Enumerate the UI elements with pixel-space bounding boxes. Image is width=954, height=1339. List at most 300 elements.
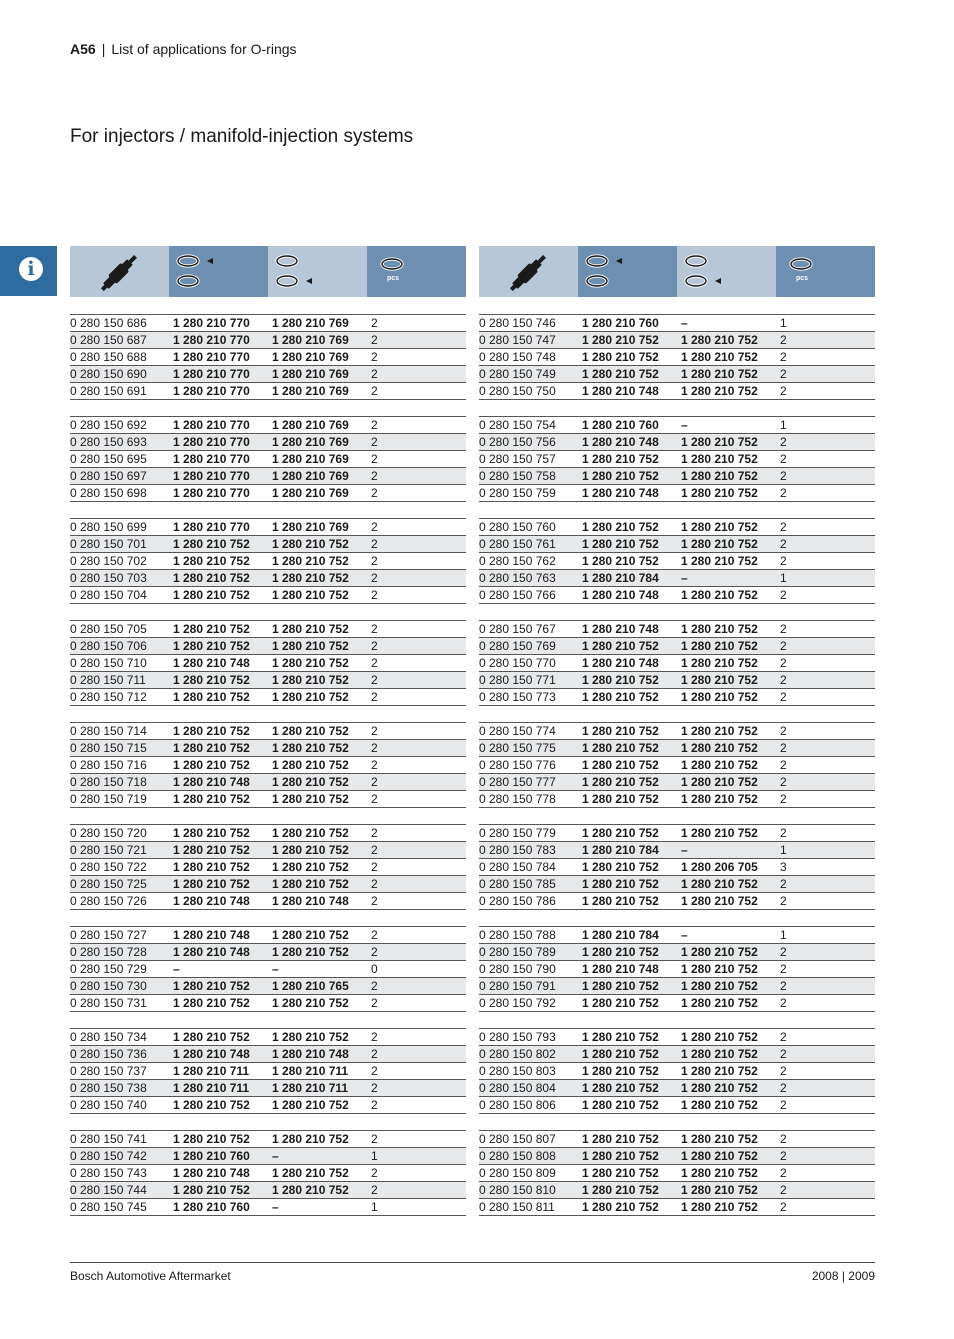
lower-o-ring-number: 1 280 210 752 [272,656,349,670]
injector-part-number: 0 280 150 731 [70,996,147,1010]
piece-count: 2 [371,384,378,398]
piece-count: 2 [371,639,378,653]
injector-part-number: 0 280 150 778 [479,792,556,806]
header-separator: | [101,41,106,57]
lower-o-ring-number: 1 280 210 752 [681,1166,758,1180]
piece-count: 2 [780,945,787,959]
upper-o-ring-number: 1 280 210 748 [173,656,250,670]
info-tab[interactable] [0,246,57,296]
row-group [479,416,875,502]
injector-part-number: 0 280 150 730 [70,979,147,993]
table-row [70,1131,466,1148]
upper-o-ring-number: 1 280 210 752 [582,1183,659,1197]
injector-part-number: 0 280 150 697 [70,469,147,483]
table-row [479,1182,875,1199]
injector-part-number: 0 280 150 792 [479,996,556,1010]
injector-part-number: 0 280 150 698 [70,486,147,500]
piece-count: 2 [371,333,378,347]
piece-count: 2 [780,962,787,976]
upper-o-ring-number: 1 280 210 770 [173,384,250,398]
upper-o-ring-number: 1 280 210 752 [173,588,250,602]
piece-count: 2 [780,435,787,449]
table-row [70,672,466,689]
piece-count: 2 [780,520,787,534]
injector-part-number: 0 280 150 758 [479,469,556,483]
upper-o-ring-number: 1 280 210 752 [582,520,659,534]
piece-count: 2 [780,894,787,908]
lower-o-ring-number: 1 280 210 752 [681,962,758,976]
upper-o-ring-number: 1 280 210 748 [173,894,250,908]
row-group [70,518,466,604]
injector-part-number: 0 280 150 756 [479,435,556,449]
lower-o-ring-number: 1 280 210 752 [681,758,758,772]
upper-o-ring-number: 1 280 210 748 [582,384,659,398]
row-group [70,314,466,400]
upper-o-ring-number: 1 280 210 760 [173,1149,250,1163]
lower-o-ring-number: 1 280 206 705 [681,860,758,874]
lower-o-ring-number: 1 280 210 752 [681,996,758,1010]
injector-part-number: 0 280 150 741 [70,1132,147,1146]
piece-count: 2 [371,928,378,942]
o-ring-pair-lower-icon [268,246,367,297]
table-row [479,519,875,536]
piece-count: 2 [780,979,787,993]
injector-part-number: 0 280 150 811 [479,1200,555,1214]
upper-o-ring-number: 1 280 210 748 [173,1047,250,1061]
upper-o-ring-number: 1 280 210 760 [582,418,659,432]
lower-o-ring-number: 1 280 210 752 [272,639,349,653]
injector-part-number: 0 280 150 701 [70,537,147,551]
lower-o-ring-number: 1 280 210 752 [272,843,349,857]
injector-part-number: 0 280 150 704 [70,588,147,602]
upper-o-ring-number: 1 280 210 752 [582,1030,659,1044]
o-ring-pair-upper-icon [169,246,268,297]
lower-o-ring-number: 1 280 210 752 [272,1183,349,1197]
table-row [479,332,875,349]
upper-o-ring-number: 1 280 210 752 [173,622,250,636]
piece-count: 2 [371,826,378,840]
lower-o-ring-number: 1 280 210 752 [681,469,758,483]
lower-o-ring-number: 1 280 210 752 [681,588,758,602]
table-row [70,1097,466,1114]
footer-divider [70,1262,875,1263]
upper-o-ring-number: 1 280 210 752 [582,469,659,483]
lower-o-ring-number: 1 280 210 752 [272,928,349,942]
lower-o-ring-number: 1 280 210 752 [681,979,758,993]
table-row [70,383,466,400]
upper-o-ring-number: 1 280 210 752 [173,843,250,857]
upper-o-ring-number: 1 280 210 770 [173,486,250,500]
table-row [70,791,466,808]
table-row [479,791,875,808]
table-row [70,927,466,944]
table-row [70,1148,466,1165]
lower-o-ring-number: 1 280 210 752 [272,877,349,891]
upper-o-ring-number: 1 280 210 752 [582,775,659,789]
upper-o-ring-number: 1 280 210 752 [582,333,659,347]
upper-o-ring-number: 1 280 210 752 [582,1098,659,1112]
running-head [70,41,297,57]
piece-count: 1 [780,316,787,330]
injector-part-number: 0 280 150 742 [70,1149,147,1163]
piece-count: 2 [780,690,787,704]
injector-icon [70,246,169,297]
lower-o-ring-number: 1 280 210 752 [681,1149,758,1163]
piece-count: 2 [371,860,378,874]
injector-part-number: 0 280 150 720 [70,826,147,840]
lower-o-ring-number: – [272,962,279,976]
footer-years: 2008 | 2009 [811,1269,875,1283]
lower-o-ring-number: 1 280 210 752 [681,690,758,704]
table-row [70,944,466,961]
upper-o-ring-number: 1 280 210 752 [173,979,250,993]
lower-o-ring-number: 1 280 210 752 [681,350,758,364]
table-row [479,893,875,910]
table-row [70,332,466,349]
lower-o-ring-number: – [681,928,688,942]
upper-o-ring-number: 1 280 210 748 [173,945,250,959]
piece-count: 2 [780,1132,787,1146]
piece-count: 2 [780,622,787,636]
upper-o-ring-number: 1 280 210 752 [582,1047,659,1061]
injector-part-number: 0 280 150 777 [479,775,556,789]
piece-count: 2 [371,350,378,364]
piece-count: 2 [780,486,787,500]
table-row [70,1046,466,1063]
upper-o-ring-number: 1 280 210 760 [582,316,659,330]
upper-o-ring-number: 1 280 210 752 [582,537,659,551]
table-row [479,655,875,672]
table-row [70,655,466,672]
injector-part-number: 0 280 150 743 [70,1166,147,1180]
injector-part-number: 0 280 150 759 [479,486,556,500]
injector-part-number: 0 280 150 690 [70,367,147,381]
section-title: List of applications for O-rings [111,41,297,57]
info-icon: i [19,257,43,281]
injector-part-number: 0 280 150 760 [479,520,556,534]
table-row [70,740,466,757]
piece-count: 2 [371,588,378,602]
injector-part-number: 0 280 150 721 [70,843,147,857]
table-row [70,995,466,1012]
piece-count: 2 [780,469,787,483]
lower-o-ring-number: 1 280 210 752 [272,860,349,874]
upper-o-ring-number: 1 280 210 752 [582,792,659,806]
lower-o-ring-number: 1 280 210 752 [681,435,758,449]
table-row [479,570,875,587]
injector-part-number: 0 280 150 770 [479,656,556,670]
table-row [479,723,875,740]
table-row [479,451,875,468]
upper-o-ring-number: 1 280 210 748 [173,928,250,942]
injector-part-number: 0 280 150 788 [479,928,556,942]
piece-count: 2 [371,1030,378,1044]
table-row [479,1165,875,1182]
row-group [479,1130,875,1216]
table-row [479,1046,875,1063]
piece-count: 2 [371,1064,378,1078]
table-row [479,485,875,502]
injector-part-number: 0 280 150 789 [479,945,556,959]
upper-o-ring-number: 1 280 210 752 [582,367,659,381]
injector-part-number: 0 280 150 785 [479,877,556,891]
piece-count: 2 [371,1047,378,1061]
piece-count: 2 [371,673,378,687]
row-group [70,416,466,502]
lower-o-ring-number: 1 280 210 752 [272,1030,349,1044]
upper-o-ring-number: 1 280 210 748 [582,588,659,602]
table-row [479,757,875,774]
injector-part-number: 0 280 150 747 [479,333,556,347]
table-row [479,944,875,961]
injector-part-number: 0 280 150 754 [479,418,556,432]
table-row [479,468,875,485]
piece-count: 3 [780,860,787,874]
upper-o-ring-number: 1 280 210 748 [582,962,659,976]
table-row [70,961,466,978]
lower-o-ring-number: 1 280 210 752 [681,1183,758,1197]
lower-o-ring-number: 1 280 210 752 [272,826,349,840]
lower-o-ring-number: 1 280 210 752 [681,945,758,959]
injector-part-number: 0 280 150 783 [479,843,556,857]
row-group [70,1130,466,1216]
injector-part-number: 0 280 150 802 [479,1047,556,1061]
lower-o-ring-number: 1 280 210 752 [681,333,758,347]
piece-count: 2 [371,690,378,704]
injector-part-number: 0 280 150 807 [479,1132,556,1146]
lower-o-ring-number: 1 280 210 752 [681,775,758,789]
upper-o-ring-number: 1 280 210 770 [173,469,250,483]
upper-o-ring-number: 1 280 210 752 [582,860,659,874]
row-group [479,620,875,706]
injector-part-number: 0 280 150 803 [479,1064,556,1078]
lower-o-ring-number: 1 280 210 752 [681,741,758,755]
upper-o-ring-number: 1 280 210 752 [582,1200,659,1214]
lower-o-ring-number: 1 280 210 765 [272,979,349,993]
page-number: A56 [70,41,96,57]
injector-part-number: 0 280 150 804 [479,1081,556,1095]
upper-o-ring-number: 1 280 210 770 [173,350,250,364]
piece-count: 2 [371,469,378,483]
table-row [70,468,466,485]
lower-o-ring-number: 1 280 210 752 [681,1098,758,1112]
injector-part-number: 0 280 150 757 [479,452,556,466]
injector-part-number: 0 280 150 763 [479,571,556,585]
table-row [70,434,466,451]
upper-o-ring-number: 1 280 210 770 [173,452,250,466]
lower-o-ring-number: 1 280 210 769 [272,520,349,534]
injector-part-number: 0 280 150 771 [479,673,556,687]
injector-part-number: 0 280 150 775 [479,741,556,755]
upper-o-ring-number: 1 280 210 770 [173,367,250,381]
piece-count: 2 [371,622,378,636]
lower-o-ring-number: 1 280 210 752 [272,792,349,806]
injector-part-number: 0 280 150 809 [479,1166,556,1180]
lower-o-ring-number: 1 280 210 769 [272,316,349,330]
injector-part-number: 0 280 150 808 [479,1149,556,1163]
lower-o-ring-number: 1 280 210 752 [272,775,349,789]
lower-o-ring-number: 1 280 210 752 [272,673,349,687]
injector-part-number: 0 280 150 766 [479,588,556,602]
injector-part-number: 0 280 150 716 [70,758,147,772]
lower-o-ring-number: 1 280 210 752 [681,1064,758,1078]
table-row [70,774,466,791]
injector-part-number: 0 280 150 746 [479,316,556,330]
table-row [70,349,466,366]
upper-o-ring-number: 1 280 210 770 [173,435,250,449]
lower-o-ring-number: 1 280 210 752 [681,724,758,738]
injector-part-number: 0 280 150 714 [70,724,147,738]
upper-o-ring-number: 1 280 210 748 [173,1166,250,1180]
upper-o-ring-number: 1 280 210 752 [173,554,250,568]
lower-o-ring-number: 1 280 210 769 [272,384,349,398]
piece-count: 2 [371,656,378,670]
injector-part-number: 0 280 150 734 [70,1030,147,1044]
lower-o-ring-number: 1 280 210 769 [272,367,349,381]
upper-o-ring-number: 1 280 210 770 [173,333,250,347]
piece-count: 2 [371,979,378,993]
piece-count: 2 [371,418,378,432]
table-row [479,315,875,332]
lower-o-ring-number: 1 280 210 752 [272,554,349,568]
table-row [479,638,875,655]
injector-part-number: 0 280 150 686 [70,316,147,330]
table-row [70,893,466,910]
injector-part-number: 0 280 150 769 [479,639,556,653]
piece-count: 2 [780,1183,787,1197]
lower-o-ring-number: 1 280 210 752 [681,877,758,891]
lower-o-ring-number: 1 280 210 752 [681,792,758,806]
injector-part-number: 0 280 150 767 [479,622,556,636]
upper-o-ring-number: 1 280 210 770 [173,316,250,330]
table-row [70,621,466,638]
lower-o-ring-number: 1 280 210 711 [272,1064,349,1078]
piece-count: 1 [780,843,787,857]
piece-count: 1 [780,571,787,585]
row-group [479,824,875,910]
lower-o-ring-number: 1 280 210 752 [272,724,349,738]
injector-part-number: 0 280 150 762 [479,554,556,568]
injector-part-number: 0 280 150 699 [70,520,147,534]
injector-part-number: 0 280 150 715 [70,741,147,755]
row-group [70,926,466,1012]
table-row [70,587,466,604]
upper-o-ring-number: 1 280 210 752 [582,690,659,704]
table-row [70,859,466,876]
injector-part-number: 0 280 150 810 [479,1183,556,1197]
table-row [479,553,875,570]
injector-part-number: 0 280 150 745 [70,1200,147,1214]
upper-o-ring-number: 1 280 210 770 [173,520,250,534]
table-row [479,349,875,366]
lower-o-ring-number: 1 280 210 752 [681,656,758,670]
piece-count: 2 [371,520,378,534]
injector-part-number: 0 280 150 776 [479,758,556,772]
table-row [479,740,875,757]
lower-o-ring-number: 1 280 210 752 [681,384,758,398]
lower-o-ring-number: 1 280 210 752 [681,1047,758,1061]
lower-o-ring-number: 1 280 210 752 [272,945,349,959]
table-row [70,485,466,502]
table-row [479,1063,875,1080]
table-row [479,1029,875,1046]
piece-count: 2 [780,333,787,347]
upper-o-ring-number: 1 280 210 748 [582,656,659,670]
lower-o-ring-number: 1 280 210 711 [272,1081,349,1095]
injector-part-number: 0 280 150 719 [70,792,147,806]
upper-o-ring-number: 1 280 210 752 [582,945,659,959]
pcs-label: pcs [387,275,400,282]
upper-o-ring-number: 1 280 210 752 [582,452,659,466]
piece-count: 2 [780,1047,787,1061]
upper-o-ring-number: 1 280 210 748 [582,486,659,500]
piece-count: 2 [780,996,787,1010]
injector-part-number: 0 280 150 695 [70,452,147,466]
piece-count: 2 [780,724,787,738]
lower-o-ring-number: 1 280 210 752 [272,758,349,772]
injector-part-number: 0 280 150 784 [479,860,556,874]
upper-o-ring-number: 1 280 210 770 [173,418,250,432]
lower-o-ring-number: 1 280 210 752 [681,1200,758,1214]
table-row [70,689,466,706]
injector-table-left [70,246,466,1232]
table-row [70,451,466,468]
upper-o-ring-number: 1 280 210 752 [582,826,659,840]
upper-o-ring-number: 1 280 210 752 [582,877,659,891]
injector-part-number: 0 280 150 761 [479,537,556,551]
table-row [70,825,466,842]
upper-o-ring-number: 1 280 210 752 [173,1098,250,1112]
piece-count: 2 [371,792,378,806]
injector-part-number: 0 280 150 791 [479,979,556,993]
injector-part-number: 0 280 150 703 [70,571,147,585]
upper-o-ring-number: 1 280 210 752 [173,571,250,585]
piece-count: 2 [371,316,378,330]
upper-o-ring-number: 1 280 210 752 [582,758,659,772]
lower-o-ring-number: 1 280 210 752 [681,826,758,840]
upper-o-ring-number: 1 280 210 752 [173,1183,250,1197]
upper-o-ring-number: 1 280 210 752 [173,673,250,687]
upper-o-ring-number: 1 280 210 752 [582,979,659,993]
piece-count: 2 [780,758,787,772]
upper-o-ring-number: 1 280 210 752 [582,1149,659,1163]
table-row [479,995,875,1012]
table-row [70,366,466,383]
lower-o-ring-number: 1 280 210 752 [681,520,758,534]
lower-o-ring-number: 1 280 210 769 [272,333,349,347]
upper-o-ring-number: 1 280 210 752 [582,639,659,653]
lower-o-ring-number: 1 280 210 769 [272,486,349,500]
table-row [479,621,875,638]
injector-part-number: 0 280 150 750 [479,384,556,398]
lower-o-ring-number: 1 280 210 752 [681,1081,758,1095]
piece-count: 2 [780,639,787,653]
piece-count: 2 [371,571,378,585]
piece-count: 2 [780,826,787,840]
injector-part-number: 0 280 150 712 [70,690,147,704]
injector-icon [479,246,578,297]
piece-count: 1 [780,928,787,942]
upper-o-ring-number: 1 280 210 752 [582,724,659,738]
upper-o-ring-number: 1 280 210 752 [173,741,250,755]
piece-count: 2 [780,1166,787,1180]
upper-o-ring-number: 1 280 210 784 [582,928,659,942]
injector-part-number: 0 280 150 790 [479,962,556,976]
piece-count: 2 [780,1030,787,1044]
row-group [479,1028,875,1114]
table-row [479,876,875,893]
upper-o-ring-number: 1 280 210 752 [582,1166,659,1180]
